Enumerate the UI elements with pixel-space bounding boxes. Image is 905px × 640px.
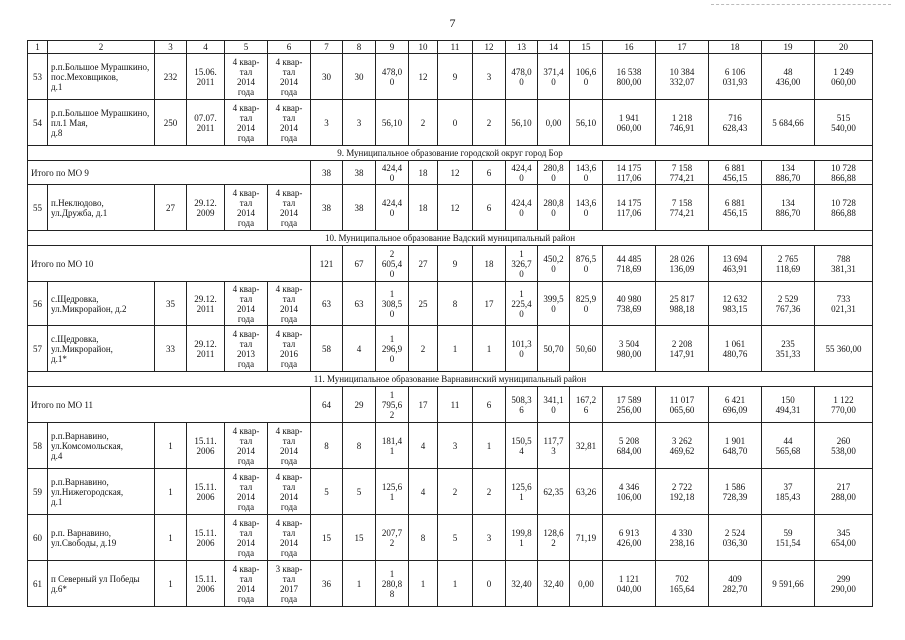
table-cell: 56,10 bbox=[376, 100, 409, 146]
table-cell: 0 bbox=[473, 561, 506, 607]
table-cell: 14 175 117,06 bbox=[603, 185, 656, 231]
table-cell: 16 538 800,00 bbox=[603, 54, 656, 100]
table-cell: 9 591,66 bbox=[762, 561, 815, 607]
table-cell: 2 524 036,30 bbox=[709, 515, 762, 561]
table-cell: 167,2 6 bbox=[570, 387, 603, 423]
table-cell: 134 886,70 bbox=[762, 185, 815, 231]
table-cell: 478,0 0 bbox=[376, 54, 409, 100]
table-cell: 1 bbox=[155, 423, 187, 469]
table-cell: 825,9 0 bbox=[570, 282, 603, 326]
table-cell: 6 106 031,93 bbox=[709, 54, 762, 100]
table-cell: 232 bbox=[155, 54, 187, 100]
table-cell: 424,4 0 bbox=[376, 185, 409, 231]
table-cell: 4 330 238,16 bbox=[656, 515, 709, 561]
table-cell: 2 208 147,91 bbox=[656, 326, 709, 372]
table-cell: 6 bbox=[473, 387, 506, 423]
table-row bbox=[28, 515, 873, 561]
table-cell: 56 bbox=[28, 282, 48, 326]
table-cell: 27 bbox=[409, 246, 438, 282]
table-cell: 55 360,00 bbox=[815, 326, 873, 372]
table-cell: 3 bbox=[311, 100, 343, 146]
column-number-cell: 15 bbox=[570, 41, 603, 54]
table-cell: 15 bbox=[311, 515, 343, 561]
table-cell: 1 bbox=[155, 561, 187, 607]
table-cell: 1 225,4 0 bbox=[506, 282, 538, 326]
table-cell: 409 282,70 bbox=[709, 561, 762, 607]
table-cell: 450,2 0 bbox=[538, 246, 570, 282]
table-cell: 1 901 648,70 bbox=[709, 423, 762, 469]
section-heading-row bbox=[28, 231, 873, 246]
table-cell: 53 bbox=[28, 54, 48, 100]
table-cell: 1 586 728,39 bbox=[709, 469, 762, 515]
column-number-cell: 14 bbox=[538, 41, 570, 54]
table-cell: 56,10 bbox=[570, 100, 603, 146]
table-cell: 4 квар- тал 2014 года bbox=[268, 469, 311, 515]
table-cell: 280,8 0 bbox=[538, 161, 570, 185]
table-cell: 371,4 0 bbox=[538, 54, 570, 100]
table-cell: 0 bbox=[438, 100, 473, 146]
table-cell: 1 bbox=[409, 561, 438, 607]
table-cell: 44 485 718,69 bbox=[603, 246, 656, 282]
table-cell: 1 bbox=[473, 326, 506, 372]
table-cell: 4 квар- тал 2014 года bbox=[225, 469, 268, 515]
table-cell: 4 bbox=[343, 326, 376, 372]
table-cell: 250 bbox=[155, 100, 187, 146]
table-cell: 8 bbox=[409, 515, 438, 561]
table-cell: 8 bbox=[343, 423, 376, 469]
table-row bbox=[28, 423, 873, 469]
table-cell: 4 квар- тал 2014 года bbox=[225, 561, 268, 607]
table-cell: 25 bbox=[409, 282, 438, 326]
table-body bbox=[28, 41, 873, 607]
table-cell: 15.11. 2006 bbox=[187, 423, 225, 469]
page-number: 7 bbox=[449, 16, 456, 30]
table-cell: 11 bbox=[438, 387, 473, 423]
table-cell: 125,6 1 bbox=[506, 469, 538, 515]
table-cell: 424,4 0 bbox=[506, 185, 538, 231]
table-cell: 61 bbox=[28, 561, 48, 607]
table-cell: 341,1 0 bbox=[538, 387, 570, 423]
table-cell: 63,26 bbox=[570, 469, 603, 515]
table-cell: 3 bbox=[473, 515, 506, 561]
table-cell: 63 bbox=[311, 282, 343, 326]
table-cell: 280,8 0 bbox=[538, 185, 570, 231]
table-cell: 63 bbox=[343, 282, 376, 326]
table-cell: 143,6 0 bbox=[570, 161, 603, 185]
table-cell: 55 bbox=[28, 185, 48, 231]
column-number-cell: 1 bbox=[28, 41, 48, 54]
table-cell: 207,7 2 bbox=[376, 515, 409, 561]
table-cell: 1 308,5 0 bbox=[376, 282, 409, 326]
table-cell: 4 квар- тал 2016 года bbox=[268, 326, 311, 372]
table-cell: 4 квар- тал 2013 года bbox=[225, 326, 268, 372]
table-cell: 5 bbox=[311, 469, 343, 515]
table-cell: 2 529 767,36 bbox=[762, 282, 815, 326]
table-cell: 12 bbox=[438, 185, 473, 231]
table-cell: 32,81 bbox=[570, 423, 603, 469]
table-row bbox=[28, 326, 873, 372]
table-cell: 4 квар- тал 2014 года bbox=[268, 54, 311, 100]
table-cell: 260 538,00 bbox=[815, 423, 873, 469]
table-cell: 1 bbox=[343, 561, 376, 607]
address-cell: р.п.Варнавино, ул.Комсомольская, д.4 bbox=[48, 423, 155, 469]
table-cell: 17 589 256,00 bbox=[603, 387, 656, 423]
table-cell: 128,6 2 bbox=[538, 515, 570, 561]
table-cell: 1 296,9 0 bbox=[376, 326, 409, 372]
table-cell: 235 351,33 bbox=[762, 326, 815, 372]
table-cell: 29.12. 2011 bbox=[187, 282, 225, 326]
table-cell: 33 bbox=[155, 326, 187, 372]
table-cell: 1 795,6 2 bbox=[376, 387, 409, 423]
address-cell: с.Щедровка, ул.Микрорайон, д.2 bbox=[48, 282, 155, 326]
table-cell: 07.07. 2011 bbox=[187, 100, 225, 146]
table-cell: 299 290,00 bbox=[815, 561, 873, 607]
table-cell: 1 941 060,00 bbox=[603, 100, 656, 146]
table-cell: 1 218 746,91 bbox=[656, 100, 709, 146]
column-number-cell: 8 bbox=[343, 41, 376, 54]
table-row bbox=[28, 54, 873, 100]
table-cell: 38 bbox=[311, 161, 343, 185]
table-cell: 5 bbox=[438, 515, 473, 561]
column-number-cell: 7 bbox=[311, 41, 343, 54]
table-cell: 5 bbox=[343, 469, 376, 515]
column-number-row bbox=[28, 41, 873, 54]
table-cell: 117,7 3 bbox=[538, 423, 570, 469]
table-cell: 36 bbox=[311, 561, 343, 607]
address-cell: с.Щедровка, ул.Микрорайон, д.1* bbox=[48, 326, 155, 372]
table-cell: 1 061 480,76 bbox=[709, 326, 762, 372]
column-number-cell: 16 bbox=[603, 41, 656, 54]
table-cell: 54 bbox=[28, 100, 48, 146]
table-cell: 150 494,31 bbox=[762, 387, 815, 423]
table-cell: 7 158 774,21 bbox=[656, 161, 709, 185]
table-cell: 1 bbox=[155, 469, 187, 515]
table-cell: 6 bbox=[473, 185, 506, 231]
table-cell: 6 bbox=[473, 161, 506, 185]
table-cell: 1 280,8 8 bbox=[376, 561, 409, 607]
table-cell: 8 bbox=[438, 282, 473, 326]
table-cell: 4 квар- тал 2014 года bbox=[225, 100, 268, 146]
table-cell: 50,70 bbox=[538, 326, 570, 372]
total-label: Итого по МО 9 bbox=[28, 161, 311, 185]
column-number-cell: 2 bbox=[48, 41, 155, 54]
table-cell: 13 694 463,91 bbox=[709, 246, 762, 282]
table-cell: 32,40 bbox=[538, 561, 570, 607]
table-cell: 508,3 6 bbox=[506, 387, 538, 423]
table-cell: 4 квар- тал 2014 года bbox=[268, 185, 311, 231]
table-cell: 15 bbox=[343, 515, 376, 561]
table-cell: 18 bbox=[409, 161, 438, 185]
table-cell: 17 bbox=[473, 282, 506, 326]
table-cell: 101,3 0 bbox=[506, 326, 538, 372]
table-cell: 58 bbox=[28, 423, 48, 469]
total-row bbox=[28, 161, 873, 185]
table-cell: 6 913 426,00 bbox=[603, 515, 656, 561]
table-cell: 58 bbox=[311, 326, 343, 372]
address-cell: р.п.Варнавино, ул.Нижегородская, д.1 bbox=[48, 469, 155, 515]
table-cell: 4 квар- тал 2014 года bbox=[225, 185, 268, 231]
table-cell: 32,40 bbox=[506, 561, 538, 607]
table-cell: 345 654,00 bbox=[815, 515, 873, 561]
table-cell: 29.12. 2011 bbox=[187, 326, 225, 372]
column-number-cell: 4 bbox=[187, 41, 225, 54]
table-cell: 30 bbox=[311, 54, 343, 100]
table-cell: 702 165,64 bbox=[656, 561, 709, 607]
address-cell: р.п.Большое Мурашкино, пос.Меховщиков, д.1 bbox=[48, 54, 155, 100]
column-number-cell: 11 bbox=[438, 41, 473, 54]
table-cell: 38 bbox=[311, 185, 343, 231]
column-number-cell: 13 bbox=[506, 41, 538, 54]
table-cell: 199,8 1 bbox=[506, 515, 538, 561]
table-cell: 181,4 1 bbox=[376, 423, 409, 469]
table-cell: 7 158 774,21 bbox=[656, 185, 709, 231]
table-cell: 1 bbox=[438, 561, 473, 607]
table-cell: 38 bbox=[343, 185, 376, 231]
table-cell: 28 026 136,09 bbox=[656, 246, 709, 282]
table-cell: 4 квар- тал 2014 года bbox=[268, 515, 311, 561]
table-cell: 17 bbox=[409, 387, 438, 423]
table-cell: 2 bbox=[473, 469, 506, 515]
table-cell: 50,60 bbox=[570, 326, 603, 372]
table-cell: 1 bbox=[438, 326, 473, 372]
table-cell: 4 квар- тал 2014 года bbox=[268, 100, 311, 146]
table-cell: 9 bbox=[438, 54, 473, 100]
table-cell: 125,6 1 bbox=[376, 469, 409, 515]
table-cell: 15.11. 2006 bbox=[187, 469, 225, 515]
table-cell: 12 bbox=[438, 161, 473, 185]
table-cell: 48 436,00 bbox=[762, 54, 815, 100]
table-cell: 217 288,00 bbox=[815, 469, 873, 515]
table-cell: 5 684,66 bbox=[762, 100, 815, 146]
address-cell: р.п.Большое Мурашкино, пл.1 Мая, д.8 bbox=[48, 100, 155, 146]
table-cell: 4 квар- тал 2014 года bbox=[225, 54, 268, 100]
column-number-cell: 20 bbox=[815, 41, 873, 54]
table-cell: 424,4 0 bbox=[506, 161, 538, 185]
table-cell: 0,00 bbox=[538, 100, 570, 146]
table-cell: 64 bbox=[311, 387, 343, 423]
table-cell: 18 bbox=[409, 185, 438, 231]
table-cell: 4 квар- тал 2014 года bbox=[225, 515, 268, 561]
table-cell: 4 346 106,00 bbox=[603, 469, 656, 515]
table-cell: 733 021,31 bbox=[815, 282, 873, 326]
table-cell: 3 262 469,62 bbox=[656, 423, 709, 469]
address-cell: р.п. Варнавино, ул.Свободы, д.19 bbox=[48, 515, 155, 561]
table-cell: 121 bbox=[311, 246, 343, 282]
table-cell: 478,0 0 bbox=[506, 54, 538, 100]
table-cell: 2 722 192,18 bbox=[656, 469, 709, 515]
table-cell: 30 bbox=[343, 54, 376, 100]
table-cell: 25 817 988,18 bbox=[656, 282, 709, 326]
table-cell: 3 квар- тал 2017 года bbox=[268, 561, 311, 607]
table-cell: 3 bbox=[343, 100, 376, 146]
section-heading: 11. Муниципальное образование Варнавинский муниципальный район bbox=[28, 372, 873, 387]
table-cell: 2 bbox=[409, 326, 438, 372]
total-label: Итого по МО 10 bbox=[28, 246, 311, 282]
table-cell: 38 bbox=[343, 161, 376, 185]
table-cell: 15.11. 2006 bbox=[187, 515, 225, 561]
column-number-cell: 18 bbox=[709, 41, 762, 54]
column-number-cell: 19 bbox=[762, 41, 815, 54]
table-cell: 399,5 0 bbox=[538, 282, 570, 326]
section-heading: 9. Муниципальное образование городской округ город Бор bbox=[28, 146, 873, 161]
table-cell: 4 квар- тал 2014 года bbox=[268, 423, 311, 469]
table-cell: 6 421 696,09 bbox=[709, 387, 762, 423]
section-heading: 10. Муниципальное образование Вадский муниципальный район bbox=[28, 231, 873, 246]
table-cell: 150,5 4 bbox=[506, 423, 538, 469]
column-number-cell: 9 bbox=[376, 41, 409, 54]
column-number-cell: 6 bbox=[268, 41, 311, 54]
table-cell: 4 квар- тал 2014 года bbox=[225, 423, 268, 469]
table-cell: 4 квар- тал 2014 года bbox=[268, 282, 311, 326]
table-cell: 1 bbox=[473, 423, 506, 469]
table-cell: 10 728 866,88 bbox=[815, 185, 873, 231]
table-cell: 12 bbox=[409, 54, 438, 100]
table-cell: 44 565,68 bbox=[762, 423, 815, 469]
table-cell: 60 bbox=[28, 515, 48, 561]
table-row bbox=[28, 185, 873, 231]
total-row bbox=[28, 246, 873, 282]
table-cell: 15.06. 2011 bbox=[187, 54, 225, 100]
table-cell: 27 bbox=[155, 185, 187, 231]
table-cell: 4 квар- тал 2014 года bbox=[225, 282, 268, 326]
table-cell: 8 bbox=[311, 423, 343, 469]
table-cell: 62,35 bbox=[538, 469, 570, 515]
table-cell: 2 bbox=[473, 100, 506, 146]
table-cell: 71,19 bbox=[570, 515, 603, 561]
table-cell: 12 632 983,15 bbox=[709, 282, 762, 326]
table-cell: 134 886,70 bbox=[762, 161, 815, 185]
address-cell: п Северный ул Победы д.6* bbox=[48, 561, 155, 607]
table-cell: 18 bbox=[473, 246, 506, 282]
table-cell: 3 bbox=[473, 54, 506, 100]
total-row bbox=[28, 387, 873, 423]
table-cell: 14 175 117,06 bbox=[603, 161, 656, 185]
table-cell: 4 bbox=[409, 469, 438, 515]
table-cell: 29.12. 2009 bbox=[187, 185, 225, 231]
table-cell: 106,6 0 bbox=[570, 54, 603, 100]
table-cell: 2 605,4 0 bbox=[376, 246, 409, 282]
table-cell: 9 bbox=[438, 246, 473, 282]
table-cell: 4 bbox=[409, 423, 438, 469]
table-row bbox=[28, 282, 873, 326]
table-row bbox=[28, 469, 873, 515]
table-cell: 1 121 040,00 bbox=[603, 561, 656, 607]
table-cell: 2 bbox=[438, 469, 473, 515]
table-cell: 11 017 065,60 bbox=[656, 387, 709, 423]
table-cell: 2 bbox=[409, 100, 438, 146]
total-label: Итого по МО 11 bbox=[28, 387, 311, 423]
table-cell: 56,10 bbox=[506, 100, 538, 146]
table-cell: 37 185,43 bbox=[762, 469, 815, 515]
column-number-cell: 17 bbox=[656, 41, 709, 54]
table-cell: 3 bbox=[438, 423, 473, 469]
table-cell: 143,6 0 bbox=[570, 185, 603, 231]
table-cell: 15.11. 2006 bbox=[187, 561, 225, 607]
section-heading-row bbox=[28, 372, 873, 387]
table-cell: 0,00 bbox=[570, 561, 603, 607]
table-cell: 59 151,54 bbox=[762, 515, 815, 561]
address-cell: п.Неклюдово, ул.Дружба, д.1 bbox=[48, 185, 155, 231]
table-cell: 59 bbox=[28, 469, 48, 515]
table-cell: 788 381,31 bbox=[815, 246, 873, 282]
table-cell: 6 881 456,15 bbox=[709, 161, 762, 185]
column-number-cell: 12 bbox=[473, 41, 506, 54]
table-cell: 40 980 738,69 bbox=[603, 282, 656, 326]
table-cell: 424,4 0 bbox=[376, 161, 409, 185]
table-cell: 2 765 118,69 bbox=[762, 246, 815, 282]
table-cell: 1 249 060,00 bbox=[815, 54, 873, 100]
column-number-cell: 3 bbox=[155, 41, 187, 54]
table-cell: 29 bbox=[343, 387, 376, 423]
table-cell: 10 384 332,07 bbox=[656, 54, 709, 100]
column-number-cell: 5 bbox=[225, 41, 268, 54]
table-cell: 876,5 0 bbox=[570, 246, 603, 282]
table-cell: 67 bbox=[343, 246, 376, 282]
table-cell: 57 bbox=[28, 326, 48, 372]
table-cell: 35 bbox=[155, 282, 187, 326]
housing-program-table bbox=[27, 40, 873, 607]
table-row bbox=[28, 100, 873, 146]
table-cell: 10 728 866,88 bbox=[815, 161, 873, 185]
table-cell: 515 540,00 bbox=[815, 100, 873, 146]
table-row bbox=[28, 561, 873, 607]
table-cell: 716 628,43 bbox=[709, 100, 762, 146]
table-cell: 1 326,7 0 bbox=[506, 246, 538, 282]
table-cell: 1 122 770,00 bbox=[815, 387, 873, 423]
table-cell: 3 504 980,00 bbox=[603, 326, 656, 372]
table-cell: 5 208 684,00 bbox=[603, 423, 656, 469]
table-cell: 6 881 456,15 bbox=[709, 185, 762, 231]
table-cell: 1 bbox=[155, 515, 187, 561]
section-heading-row bbox=[28, 146, 873, 161]
top-edge-dash bbox=[711, 4, 891, 5]
column-number-cell: 10 bbox=[409, 41, 438, 54]
